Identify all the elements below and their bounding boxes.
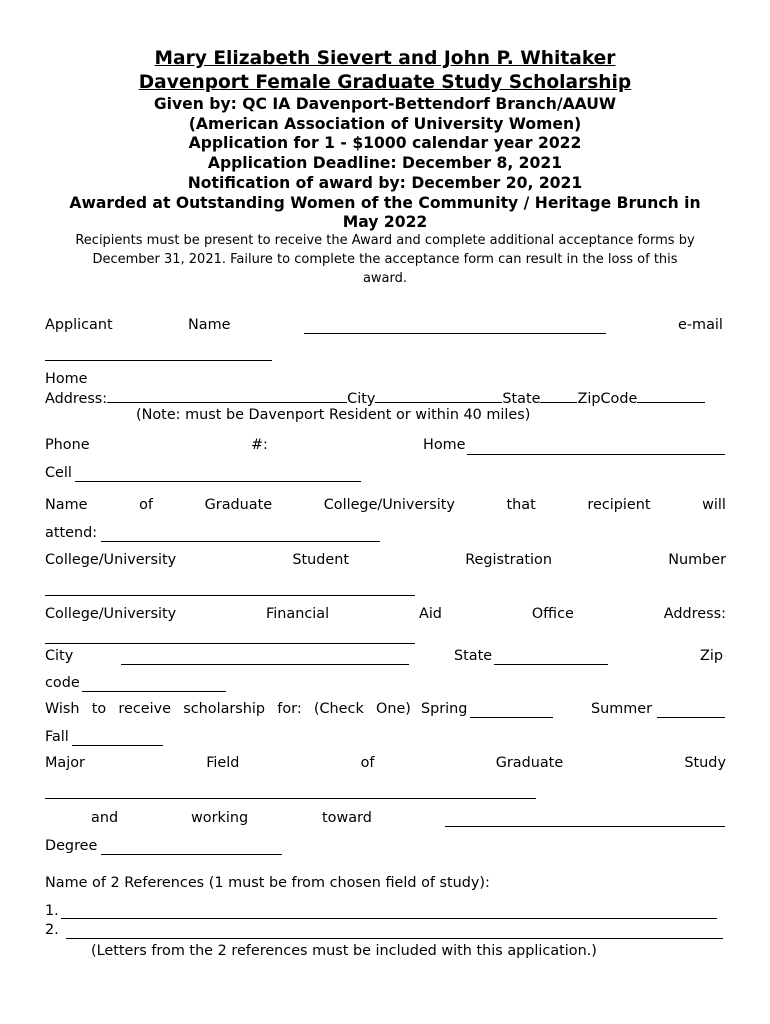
city-label: City	[347, 391, 376, 407]
and-label: and	[91, 810, 119, 826]
registration-row	[45, 550, 726, 570]
applicant-label: Applicant	[45, 317, 113, 333]
spring-checkbox-line[interactable]	[470, 717, 553, 718]
address-field[interactable]	[107, 387, 347, 403]
applicant-name-field[interactable]	[304, 333, 606, 334]
toward-label: toward	[322, 810, 372, 826]
aid-word: Office	[531, 606, 574, 622]
registration-number-field[interactable]	[45, 595, 415, 596]
aid-word: College/University	[45, 606, 177, 622]
major-field[interactable]	[45, 798, 536, 799]
email-field[interactable]	[45, 360, 272, 361]
recipients-note-line2: December 31, 2021. Failure to complete the acceptance form can result in the loss of this	[92, 252, 678, 267]
grad-word: recipient	[587, 497, 651, 513]
reg-word: Registration	[465, 552, 552, 568]
degree-label: Degree	[45, 838, 98, 854]
degree-field-line1[interactable]	[445, 826, 725, 827]
grad-word: will	[702, 497, 726, 513]
working-label: working	[191, 810, 249, 826]
major-word: Field	[206, 755, 240, 771]
city2-field[interactable]	[121, 664, 409, 665]
association: (American Association of University Women)	[188, 115, 582, 133]
wish-word: scholarship	[183, 701, 266, 717]
state2-label: State	[454, 648, 493, 664]
reg-word: Number	[668, 552, 726, 568]
major-word: of	[360, 755, 375, 771]
wish-word: receive	[118, 701, 172, 717]
application-for: Application for 1 - $1000 calendar year 2022	[188, 134, 582, 152]
attend-label: attend:	[45, 525, 98, 541]
address-label: Address:	[45, 391, 108, 407]
zipcode-field[interactable]	[637, 387, 705, 403]
state-field[interactable]	[540, 387, 577, 403]
degree-field-line2[interactable]	[101, 854, 282, 855]
zipcode-label: ZipCode	[577, 391, 638, 407]
city-field[interactable]	[375, 387, 502, 403]
major-word: Study	[684, 755, 726, 771]
wish-word: One)	[376, 701, 411, 717]
address-row	[45, 387, 726, 407]
major-word: Major	[45, 755, 85, 771]
grad-word: College/University	[323, 497, 455, 513]
home-phone-label: Home	[423, 437, 466, 453]
city2-label: City	[45, 648, 74, 664]
name-label: Name	[188, 317, 231, 333]
given-by: Given by: QC IA Davenport-Bettendorf Branch/AAUW	[153, 95, 617, 113]
reg-word: College/University	[45, 552, 177, 568]
ref1-label: 1.	[45, 903, 59, 919]
references-label: Name of 2 References (1 must be from chosen field of study):	[45, 875, 490, 891]
grad-word: Name	[45, 497, 88, 513]
recipients-note-line1: Recipients must be present to receive the Award and complete additional acceptance forms by	[75, 233, 695, 248]
wish-word: to	[91, 701, 107, 717]
fall-label: Fall	[45, 729, 69, 745]
wish-row	[45, 699, 411, 719]
deadline: Application Deadline: December 8, 2021	[207, 154, 563, 172]
residency-note: (Note: must be Davenport Resident or within 40 miles)	[136, 407, 531, 423]
reference-1-field[interactable]	[61, 918, 717, 919]
major-word: Graduate	[495, 755, 564, 771]
wish-word: for:	[277, 701, 302, 717]
grad-word: that	[506, 497, 536, 513]
graduate-college-field[interactable]	[101, 541, 380, 542]
aid-word: Financial	[266, 606, 330, 622]
notification: Notification of award by: December 20, 2021	[187, 174, 583, 192]
spring-label: Spring	[421, 701, 468, 717]
reference-2-field[interactable]	[66, 938, 723, 939]
financial-aid-address-field[interactable]	[45, 643, 415, 644]
summer-label: Summer	[591, 701, 653, 717]
awarded-line2: May 2022	[342, 213, 428, 231]
financial-aid-row	[45, 604, 726, 624]
letters-note: (Letters from the 2 references must be included with this application.)	[91, 943, 597, 959]
cell-label: Cell	[45, 465, 72, 481]
zip2-label: Zip	[700, 648, 723, 664]
grad-word: of	[139, 497, 153, 513]
ref2-label: 2.	[45, 922, 59, 938]
code-label: code	[45, 675, 80, 691]
wish-word: Wish	[45, 701, 80, 717]
major-row	[45, 753, 726, 773]
reg-word: Student	[292, 552, 349, 568]
phone-label: Phone	[45, 437, 90, 453]
aid-word: Aid	[418, 606, 442, 622]
cell-phone-field[interactable]	[75, 481, 361, 482]
recipients-note-line3: award.	[362, 271, 408, 286]
home-phone-field[interactable]	[467, 454, 725, 455]
state-label: State	[502, 391, 541, 407]
form-title-line1: Mary Elizabeth Sievert and John P. Whitaker	[154, 48, 616, 69]
home-label: Home	[45, 371, 88, 387]
phone-hash-label: #:	[251, 437, 268, 453]
form-title-line2: Davenport Female Graduate Study Scholarship	[138, 72, 632, 93]
awarded-line1: Awarded at Outstanding Women of the Community / Heritage Brunch in	[69, 194, 701, 212]
zip2-field[interactable]	[82, 691, 226, 692]
aid-word: Address:	[663, 606, 726, 622]
email-label: e-mail	[678, 317, 723, 333]
fall-checkbox-line[interactable]	[72, 745, 163, 746]
graduate-college-row	[45, 495, 726, 515]
state2-field[interactable]	[494, 664, 608, 665]
grad-word: Graduate	[204, 497, 273, 513]
wish-word: (Check	[313, 701, 364, 717]
summer-checkbox-line[interactable]	[657, 717, 725, 718]
